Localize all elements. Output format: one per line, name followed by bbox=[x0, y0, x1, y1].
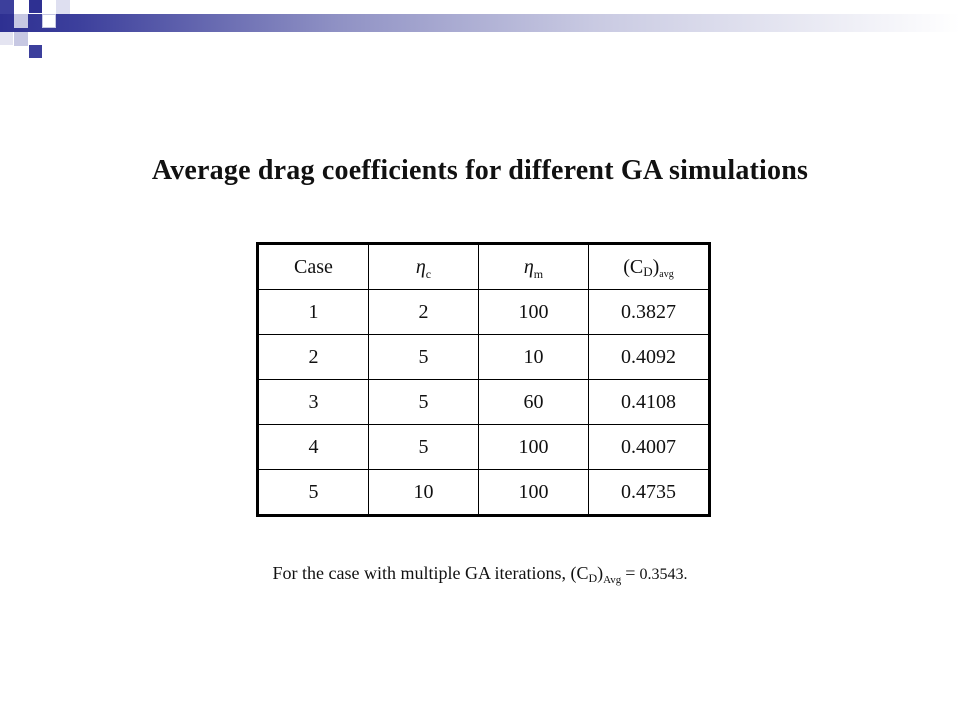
eta-c-subscript: c bbox=[425, 266, 432, 281]
cell-case: 5 bbox=[258, 470, 369, 516]
slide-title: Average drag coefficients for different GA simulations bbox=[151, 155, 809, 186]
table-row bbox=[258, 335, 710, 380]
cell-eta-c: 5 bbox=[369, 380, 479, 425]
header-square-light-1 bbox=[14, 14, 28, 28]
cell-eta-m: 100 bbox=[479, 290, 589, 335]
header-square-dark-2 bbox=[29, 0, 42, 13]
header-gradient-band bbox=[0, 14, 960, 32]
header-square-light-4 bbox=[0, 32, 13, 45]
cell-cd: 0.3827 bbox=[589, 290, 710, 335]
header-square-dark-3 bbox=[29, 45, 42, 58]
note-close: ) bbox=[597, 563, 604, 583]
header-cd-avg bbox=[589, 244, 710, 290]
table-row bbox=[258, 470, 710, 516]
cd-avg-subscript: avg bbox=[659, 268, 674, 280]
header-eta-m bbox=[479, 244, 589, 290]
header-case-label: Case bbox=[294, 255, 333, 278]
header-square-light-3 bbox=[14, 32, 28, 46]
cell-case: 2 bbox=[258, 335, 369, 380]
cell-eta-m: 100 bbox=[479, 425, 589, 470]
cell-cd: 0.4092 bbox=[589, 335, 710, 380]
cd-close: ) bbox=[652, 255, 660, 278]
cell-case: 4 bbox=[258, 425, 369, 470]
note-prefix: For the case with multiple GA iterations, (C bbox=[272, 563, 589, 583]
note-value: 0.3543. bbox=[639, 566, 688, 583]
header-eta-c bbox=[369, 244, 479, 290]
cell-case: 3 bbox=[258, 380, 369, 425]
header-case bbox=[258, 244, 369, 290]
cell-eta-c: 2 bbox=[369, 290, 479, 335]
note-equals: = bbox=[625, 563, 636, 583]
note-d-subscript: D bbox=[588, 571, 598, 585]
cell-cd: 0.4108 bbox=[589, 380, 710, 425]
cell-cd: 0.4735 bbox=[589, 470, 710, 516]
header-square-light-2 bbox=[42, 14, 56, 28]
cell-eta-c: 5 bbox=[369, 425, 479, 470]
table-row bbox=[258, 425, 710, 470]
cell-eta-m: 10 bbox=[479, 335, 589, 380]
eta-m-subscript: m bbox=[533, 266, 544, 281]
cell-cd: 0.4007 bbox=[589, 425, 710, 470]
cell-case: 1 bbox=[258, 290, 369, 335]
header-square-light-5 bbox=[56, 0, 70, 14]
result-note bbox=[0, 563, 960, 584]
table-header-row bbox=[258, 244, 710, 290]
eta-c-symbol: η bbox=[415, 255, 426, 278]
table-row bbox=[258, 290, 710, 335]
cell-eta-c: 5 bbox=[369, 335, 479, 380]
cd-d-subscript: D bbox=[643, 263, 653, 279]
header-square-dark-1 bbox=[0, 0, 14, 14]
table-row bbox=[258, 380, 710, 425]
eta-m-symbol: η bbox=[523, 255, 534, 278]
cd-open: (C bbox=[623, 255, 644, 278]
cell-eta-m: 100 bbox=[479, 470, 589, 516]
note-avg-subscript: Avg bbox=[603, 574, 622, 586]
drag-coefficient-table bbox=[256, 242, 711, 517]
cell-eta-c: 10 bbox=[369, 470, 479, 516]
cell-eta-m: 60 bbox=[479, 380, 589, 425]
